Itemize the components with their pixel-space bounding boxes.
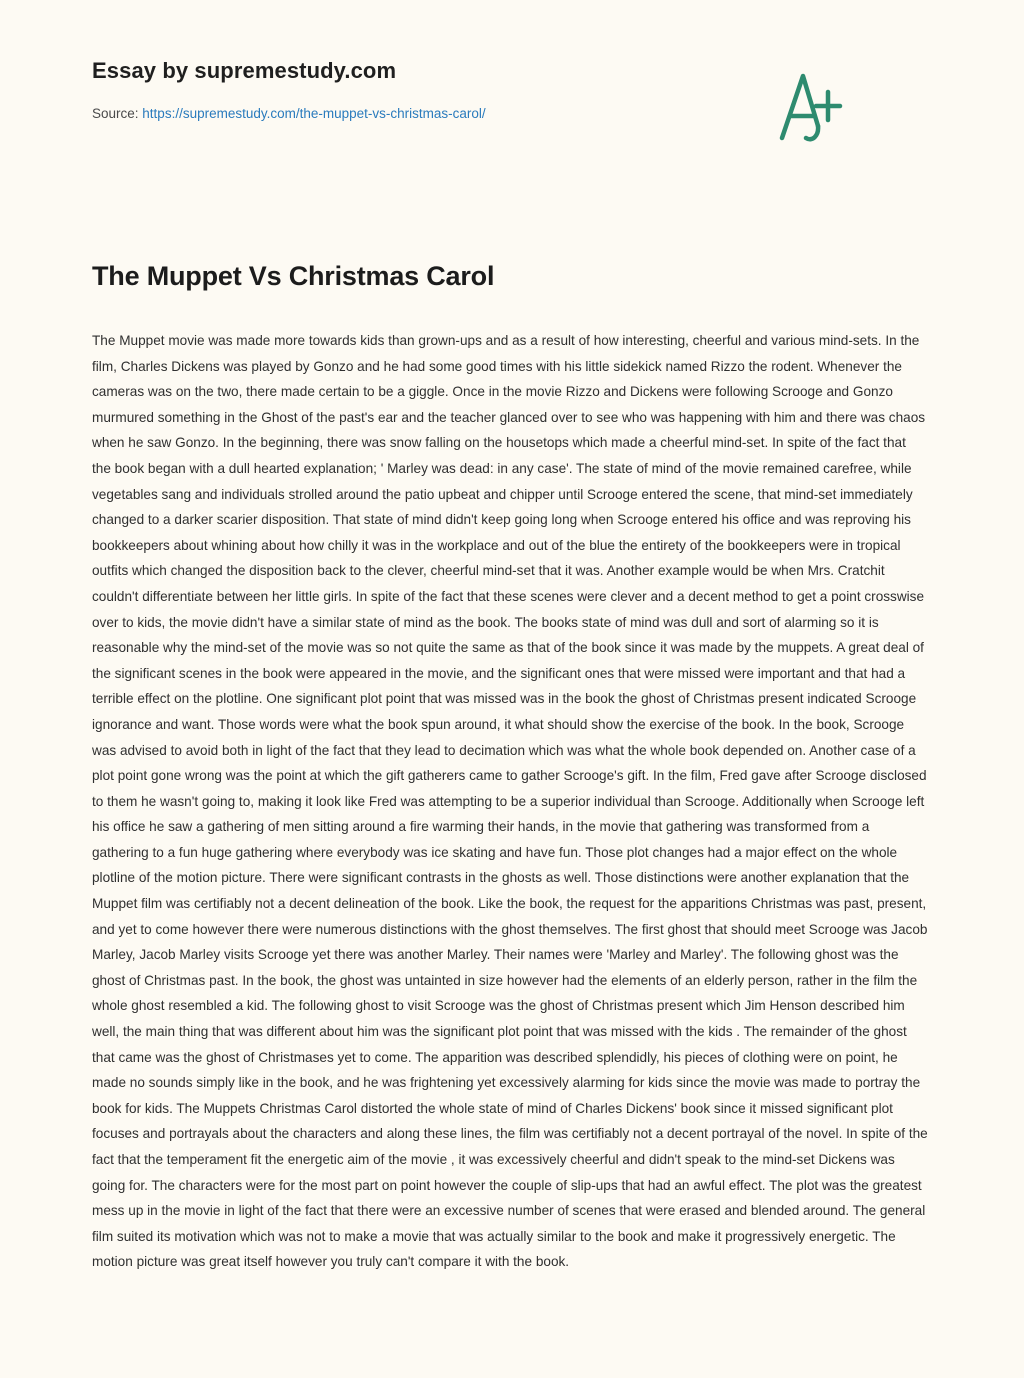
source-label: Source: <box>92 106 139 121</box>
page-title: The Muppet Vs Christmas Carol <box>92 261 495 291</box>
document-content <box>0 261 1024 1329</box>
page-header <box>0 0 1024 121</box>
essay-body-text: The Muppet movie was made more towards kids than grown-ups and as a result of how interesting, cheerful and various mind-sets. In the film, Charles Dickens was played by Gonzo and he had some good times with his little sidekick named Rizzo the rodent. Whenever the cameras was on the two, there made certain to be a giggle. Once in the movie Rizzo and Dickens were following Scrooge and Gonzo murmured something in the Ghost of the past's ear and the teacher glanced over to see who was happening with him and there was chaos when he saw Gonzo. In the beginning, there was snow falling on the housetops which made a cheerful mind-set. In spite of the fact that the book began with a dull hearted explanation; ' Marley was dead: in any case'. The state of mind of the movie remained carefree, while vegetables sang and individuals strolled around the patio upbeat and chipper until Scrooge entered the scene, that mind-set immediately changed to a darker scarier disposition. That state of mind didn't keep going long when Scrooge entered his office and was reproving his bookkeepers about whining about how chilly it was in the workplace and out of the blue the entirety of the bookkeepers were in tropical outfits which changed the disposition back to the clever, cheerful mind-set that it was. Another example would be when Mrs. Cratchit couldn't differentiate between her little girls. In spite of the fact that these scenes were clever and a decent method to get a point crosswise over to kids, the movie didn't have a similar state of mind as the book. The books state of mind was dull and sort of alarming so it is reasonable why the mind-set of the movie was so not quite the same as that of the book since it was made by the muppets. A great deal of the significant scenes in the book were appeared in the movie, and the significant ones that were missed were important and that had a terrible effect on the plotline. One significant plot point that was missed was in the book the ghost of Christmas present indicated Scrooge ignorance and want. Those words were what the book spun around, it what should show the exercise of the book. In the book, Scrooge was advised to avoid both in light of the fact that they lead to decimation which was what the whole book depended on. Another case of a plot point gone wrong was the point at which the gift gatherers came to gather Scrooge's gift. In the film, Fred gave after Scrooge disclosed to them he wasn't going to, making it look like Fred was attempting to be a superior individual than Scrooge. Additionally when Scrooge left his office he saw a gathering of men sitting around a fire warming their hands, in the movie that gathering was transformed from a gathering to a fun huge gathering where everybody was ice skating and have fun. Those plot changes had a major effect on the whole plotline of the motion picture. There were significant contrasts in the ghosts as well. Those distinctions were another explanation that the Muppet film was certifiably not a decent delineation of the book. Like the book, the request for the apparitions Christmas was past, present, and yet to come however there were numerous distinctions with the ghost themselves. The first ghost that should meet Scrooge was Jacob Marley, Jacob Marley visits Scrooge yet there was another Marley. Their names were 'Marley and Marley'. The following ghost was the ghost of Christmas past. In the book, the ghost was untainted in size however had the elements of an elderly person, rather in the film the whole ghost resembled a kid. The following ghost to visit Scrooge was the ghost of Christmas present which Jim Henson described him well, the main thing that was different about him was the significant plot point that was missed with the kids . The remainder of the ghost that came was the ghost of Christmases yet to come. The apparition was described splendidly, his pieces of clothing were on point, he made no sounds simply like in the book, and he was frightening yet excessively alarming for kids since the movie was made to portray the book for kids. The Muppets Christmas Carol distorted the whole state of mind of Charles Dickens' book since it missed significant plot focuses and portrayals about the characters and along these lines, the film was certifiably not a decent portrayal of the novel. In spite of the fact that the temperament fit the energetic aim of the movie , it was excessively cheerful and didn't speak to the mind-set Dickens was going for. The characters were for the most part on point however the couple of slip-ups that had an awful effect. The plot was the greatest mess up in the movie in light of the fact that there were an excessive number of scenes that were erased and blended around. The general film suited its motivation which was not to make a movie that was actually similar to the book and make it progressively energetic. The motion picture was great itself however you truly can't compare it with the book. <box>92 333 928 1270</box>
a-plus-logo-icon <box>766 62 856 152</box>
brand-title: Essay by supremestudy.com <box>92 58 397 83</box>
source-url-link[interactable]: https://supremestudy.com/the-muppet-vs-christmas-carol/ <box>142 106 486 121</box>
